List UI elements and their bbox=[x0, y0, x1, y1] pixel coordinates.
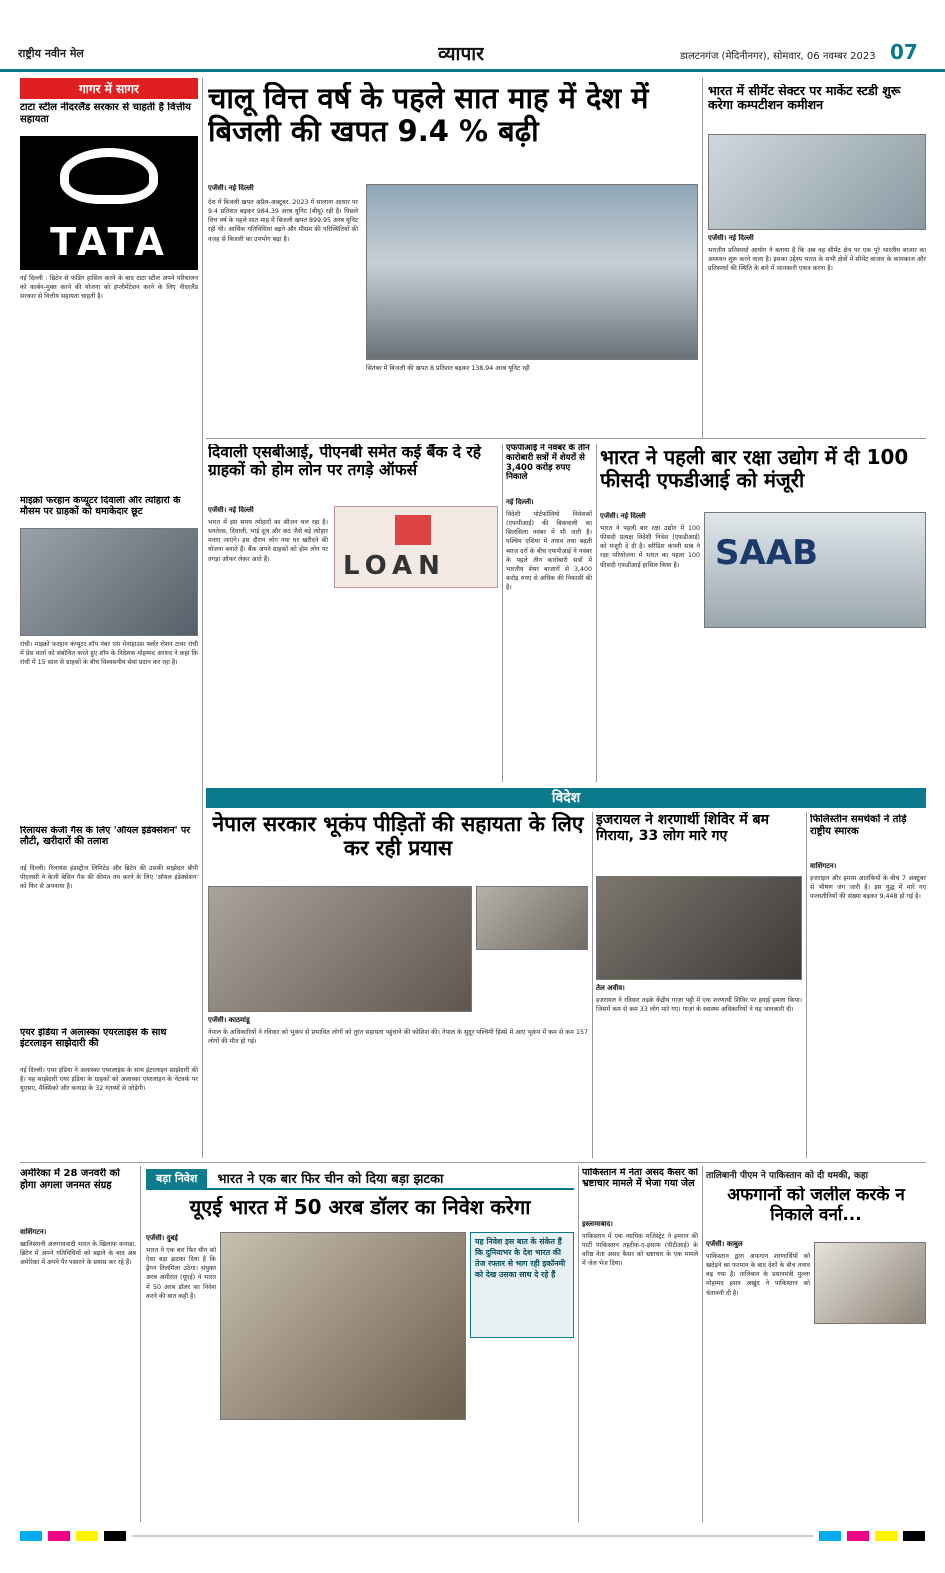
palestine-body: इजराइल और हमास आतंकियों के बीच 7 अक्टूबर से भीषण जंग जारी है। इस युद्ध में मारे गए फलस्तीनियों की संख्या बढ़कर 9,448 हो गई है। bbox=[810, 875, 926, 901]
uae-body: भारत ने एक बार फिर चीन को ऐसा बड़ा झटका दिया है कि ड्रैगन तिलमिला उठेगा। संयुक्त अरब अमीरात (यूएई) ने भारत में 50 अरब डॉलर का निवेश करने की बात कही है। bbox=[146, 1247, 216, 1300]
masthead: राष्ट्रीय नवीन मेल bbox=[18, 47, 84, 60]
tata-headline: टाटा स्टील नीदरलैंड सरकार से चाहती है वित्तीय सहायता bbox=[20, 102, 191, 125]
cement-body: भारतीय प्रतिस्पर्धा आयोग ने बताया है कि अब वह सीमेंट क्षेत्र पर एक पूरे भारतीय बाजार का अध्ययन शुरू करने वाला है। इसका उद्देश्य भारत के सभी क्षेत्रों में सीमेंट बाजार के कामकाज और प्रतिस्पर्धा की स्थिति के बारे में जानकारी एकत्र करना है। bbox=[708, 247, 926, 273]
reliance-headline: रिलायंस केजी गैस के लिए 'ऑयल इंडेक्सेशन' पर लौटी, खरीदारों की तलाश bbox=[20, 826, 191, 847]
earthquake-photo bbox=[208, 886, 472, 1012]
page-header bbox=[0, 0, 945, 72]
pakistan-divider bbox=[702, 1166, 703, 1522]
magenta-swatch bbox=[48, 1531, 70, 1541]
saab-logo-text: SAAB bbox=[715, 533, 819, 573]
nepal-headline: नेपाल सरकार भूकंप पीड़ितों की सहायता के लिए कर रही प्रयास bbox=[212, 812, 584, 861]
footer-rule bbox=[132, 1535, 813, 1537]
uae-body-cont bbox=[220, 1424, 466, 1522]
modi-uae-photo bbox=[220, 1232, 466, 1420]
top-band-rule bbox=[206, 438, 926, 439]
magenta-swatch bbox=[847, 1531, 869, 1541]
taliban-headline: अफगानों को जलील करके न निकाले वर्ना... bbox=[727, 1186, 905, 1225]
pakistan-headline: पाकिस्तान में नेता असद कैसर को भ्रष्टाचार मामले में भेजा गया जेल bbox=[582, 1168, 698, 1189]
loan-graphic-text: LOAN bbox=[343, 551, 446, 581]
airindia-headline: एयर इंडिया ने अलास्का एयरलाइंस के साथ इंटरलाइन साझेदारी की bbox=[20, 1028, 167, 1049]
us-body: खालिस्तानी अलगाववादी भारत के खिलाफ कनाडा, ब्रिटेन में अपने गतिविधियों को बढ़ाने के बाद अब अमेरिका में अपने पैर पसारने के प्रयास कर रहे हैं। bbox=[20, 1241, 136, 1267]
fpi-divider bbox=[596, 444, 597, 782]
earthquake-photo-2 bbox=[476, 886, 588, 950]
farhan-body: रांची। माइक्रो फरहान कंप्यूटर शॉप नंबर एस मेनाहाउस फ्लोर रोशन टावर रांची में प्रेस वार्ता को संबोधित करते हुए शॉप के निदेशक मोहम्मद अरशद ने कहा कि रांची में 15 साल से ग्राहकों के बीच विश्वसनीय सेवा प्रदान कर रहा है। bbox=[20, 641, 198, 667]
tata-t-icon bbox=[60, 148, 158, 204]
left-column-divider bbox=[202, 78, 203, 1158]
uae-pullquote-box bbox=[470, 1232, 574, 1338]
color-registration-bar bbox=[20, 1530, 925, 1542]
lead-caption: सितंबर में बिजली की खपत 8 प्रतिशत बढ़कर 138.94 अरब यूनिट रही bbox=[366, 365, 530, 372]
taliban-byline: एजेंसी। काबुल bbox=[706, 1240, 743, 1248]
uae-pullquote: यह निवेश इस बात के संकेत हैं कि दुनियाभर के देश भारत की तेज रफ्तार से भाग रही इकॉनमी को देख उसका साथ दे रहे हैं bbox=[475, 1237, 566, 1279]
saab-jet-photo bbox=[704, 512, 926, 628]
nepal-byline: एजेंसी। काठमांडू bbox=[208, 1016, 250, 1024]
gaza-camp-photo bbox=[596, 876, 802, 980]
taliban-body-cont bbox=[814, 1328, 926, 1522]
lead-byline: एजेंसी। नई दिल्ली bbox=[208, 184, 254, 192]
nepal-divider bbox=[592, 812, 593, 1158]
israel-byline: तेल अवीव। bbox=[596, 984, 625, 992]
dateline: डालटनगंज (मेदिनीनगर), सोमवार, 06 नवम्बर 2023 bbox=[680, 51, 876, 62]
cyan-swatch bbox=[20, 1531, 42, 1541]
yellow-swatch bbox=[76, 1531, 98, 1541]
black-swatch bbox=[104, 1531, 126, 1541]
foreign-section-band: विदेश bbox=[206, 788, 926, 808]
lower-band-rule bbox=[20, 1162, 926, 1163]
fdi-body-cont bbox=[600, 632, 926, 782]
left-kicker-box bbox=[20, 78, 198, 100]
lead-headline: चालू वित्त वर्ष के पहले सात माह में देश में बिजली की खपत 9.4 % बढ़ी bbox=[208, 82, 649, 149]
us-divider bbox=[140, 1166, 141, 1522]
airindia-body: नई दिल्ली। एयर इंडिया ने अलास्का एयरलाइंस के साथ इंटरलाइन साझेदारी की है। यह साझेदारी एयर इंडिया के ग्राहकों को अलास्का एयरलाइन के नेटवर्क पर यूएसए, मैक्सिको और कनाडा के 32 गंतव्यों से जोड़ेगी। bbox=[20, 1067, 198, 1093]
nepal-body: नेपाल के अधिकारियों ने रविवार को भूकंप से प्रभावित लोगों को तुरंत सहायता पहुंचाने की कोशिश की। नेपाल के सुदूर पश्चिमी हिस्से में आए भूकंप में कम से कम 157 लोगों की मौत हो गई। bbox=[208, 1029, 588, 1046]
israel-divider bbox=[806, 812, 807, 1158]
fpi-headline: एफपीआई ने नवंबर के तीन कारोबारी सत्रों में शेयरों से 3,400 करोड़ रुपए निकाले bbox=[506, 444, 590, 483]
lead-right-divider bbox=[702, 78, 703, 438]
homeloan-body: भारत में इस समय त्योहारों का सीजन चल रहा है। धनतेरस, दिवाली, भाई दूज और छठ जैसे बड़े त्योहार मनाए जाएंगे। इस दौरान लोग नया घर खरीदने की योजना बनाते हैं। बैंक अपने ग्राहकों को होम लोन पर तगड़ा ऑफर लेकर आते हैं। bbox=[208, 519, 328, 563]
homeloan-headline: दिवाली एसबीआई, पीएनबी समेत कई बैंक दे रहे ग्राहकों को होम लोन पर तगड़े ऑफर्स bbox=[208, 444, 481, 479]
house-icon bbox=[395, 515, 431, 545]
left-kicker: गागर में सागर bbox=[20, 78, 198, 99]
homeloan-body-cont bbox=[334, 592, 498, 778]
uae-byline: एजेंसी। दुबई bbox=[146, 1234, 178, 1242]
us-headline: अमेरिका में 28 जनवरी को होगा अगला जनमत संग्रह bbox=[20, 1168, 120, 1191]
uae-divider bbox=[578, 1166, 579, 1522]
farhan-photo bbox=[20, 528, 198, 636]
palestine-headline: फिलिस्तीन समर्थकों ने तोड़े राष्ट्रीय स्मारक bbox=[810, 814, 907, 837]
homeloan-divider bbox=[502, 444, 503, 782]
power-substation-photo bbox=[366, 184, 698, 360]
cement-plant-photo bbox=[708, 134, 926, 230]
taliban-kicker: तालिबानी पीएम ने पाकिस्तान को दी धमकी, कहा bbox=[706, 1171, 869, 1181]
reliance-body: नई दिल्ली। रिलायंस इंडस्ट्रीज लिमिटेड और ब्रिटेन की उसकी साझेदार बीपी पीएलसी ने केजी बेसिन गैस की कीमत तय करने के लिए 'ऑयल इंडेक्सेशन' को फिर से अपनाया है। bbox=[20, 865, 198, 891]
israel-body: इजरायल ने रविवार तड़के केंद्रीय गाज़ा पट्टी में एक शरणार्थी शिविर पर हवाई हमला किया। जिसमें कम से कम 33 लोग मारे गए। गाज़ा के स्वास्थ्य अधिकारियों ने यह जानकारी दी। bbox=[596, 997, 802, 1014]
uae-kicker: बड़ा निवेश bbox=[146, 1169, 207, 1188]
cyan-swatch bbox=[819, 1531, 841, 1541]
section-title: व्यापार bbox=[438, 43, 484, 65]
taliban-body: पाकिस्तान द्वारा अफगान शरणार्थियों को खदेड़ने का फरमान के बाद देशों के बीच तनाव बढ़ गया है। तालिबान के प्रधानमंत्री मुल्ला मोहम्मद हसन अखुंद ने पाकिस्तान को चेतावनी दी है। bbox=[706, 1253, 810, 1297]
black-swatch bbox=[903, 1531, 925, 1541]
israel-headline: इजरायल ने शरणार्थी शिविर में बम गिराया, 33 लोग मारे गए bbox=[596, 812, 769, 845]
taliban-pm-photo bbox=[814, 1242, 926, 1324]
cement-headline: भारत में सीमेंट सेक्टर पर मार्केट स्टडी शुरू करेगा कम्पटीशन कमीशन bbox=[708, 84, 901, 113]
fpi-byline: नई दिल्ली। bbox=[506, 498, 534, 506]
yellow-swatch bbox=[875, 1531, 897, 1541]
lead-body: देश में बिजली खपत अप्रैल-अक्टूबर, 2023 में सालाना आधार पर 9.4 प्रतिशत बढ़कर 984.39 अरब यूनिट (बीयू) रही है। पिछले वित्त वर्ष के पहले सात माह में बिजली खपत 899.95 अरब यूनिट रही थी। आर्थिक गतिविधियां बढ़ने और मौसम की परिस्थितियों की वजह से बिजली का उपभोग बढ़ा है। bbox=[208, 199, 358, 243]
cement-byline: एजेंसी। नई दिल्ली bbox=[708, 234, 754, 242]
loan-graphic bbox=[334, 506, 498, 588]
page-number: 07 bbox=[890, 40, 918, 64]
pakistan-body: पाकिस्तान में एक न्यायिक मजिस्ट्रेट ने इमरान की पार्टी पाकिस्तान तहरीक-ए-इंसाफ (पीटीआई) के वरिष्ठ नेता असद कैसर को भ्रष्टाचार के एक मामले में जेल भेज दिया। bbox=[582, 1233, 698, 1268]
uae-headline: यूएई भारत में 50 अरब डॉलर का निवेश करेगा bbox=[189, 1196, 531, 1219]
tata-logo-image bbox=[20, 136, 198, 270]
uae-body-cont-2 bbox=[470, 1342, 574, 1522]
fdi-body: भारत ने पहली बार रक्षा उद्योग में 100 फीसदी प्रत्यक्ष विदेशी निवेश (एफडीआई) को मंजूरी दे दी है। स्वीडिश कंपनी साब ने रक्षा परियोजना में भारत का पहला 100 फीसदी एफडीआई हासिल किया है। bbox=[600, 525, 700, 569]
fdi-byline: एजेंसी। नई दिल्ली bbox=[600, 512, 646, 520]
uae-subhead: भारत ने एक बार फिर चीन को दिया बड़ा झटका bbox=[217, 1172, 444, 1187]
palestine-byline: वाशिंगटन। bbox=[810, 862, 837, 870]
tata-body: नई दिल्ली : ब्रिटेन से फंडिंग हासिल करने के बाद टाटा स्टील अपने परिचालन को कार्बन-मुक्त करने की योजना को इंप्लीमेंटेशन करने के लिए नीदरलैंड सरकार से वित्तीय सहायता चाहती है। bbox=[20, 275, 198, 301]
tata-logo-text: TATA bbox=[50, 220, 168, 264]
farhan-headline: माइक्रो फरहान कंप्यूटर दिवाली और त्योहारों के मौसम पर ग्राहकों को धमाकेदार छूट bbox=[20, 496, 181, 517]
uae-kicker-row bbox=[146, 1168, 574, 1190]
fdi-headline: भारत ने पहली बार रक्षा उद्योग में दी 100 फीसदी एफडीआई को मंजूरी bbox=[600, 446, 909, 492]
us-byline: वाशिंगटन। bbox=[20, 1228, 47, 1236]
homeloan-byline: एजेंसी। नई दिल्ली bbox=[208, 506, 254, 514]
fpi-body: विदेशी पोर्टफोलियो निवेशकों (एफपीआई) की बिकवाली का सिलसिला नवंबर में भी जारी है। पश्चिम एशिया में तनाव तथा बढ़ती ब्याज दरों के बीच एफपीआई ने नवंबर के पहले तीन कारोबारी सत्रों में भारतीय शेयर बाजारों से 3,400 करोड़ रुपए से अधिक की निकासी की है। bbox=[506, 511, 592, 591]
pakistan-byline: इस्लामाबाद। bbox=[582, 1220, 613, 1228]
